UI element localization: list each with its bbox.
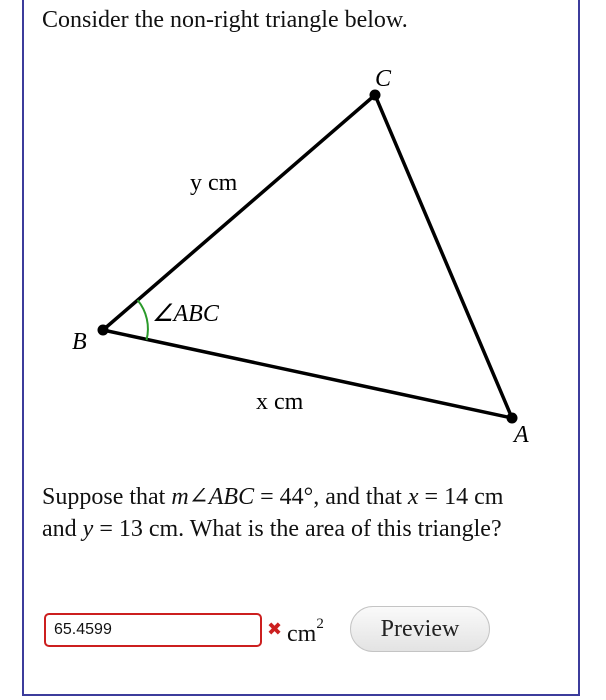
question-part-2: = 44°, and that bbox=[254, 484, 408, 510]
vertex-a-label: A bbox=[514, 422, 529, 448]
side-ba-label: x cm bbox=[256, 389, 304, 415]
vertex-b-label: B bbox=[72, 329, 87, 355]
side-bc bbox=[103, 95, 375, 330]
unit-base: cm bbox=[287, 621, 317, 647]
answer-unit bbox=[287, 612, 324, 650]
intro-text: Consider the non-right triangle below. bbox=[42, 7, 408, 33]
answer-input[interactable] bbox=[44, 613, 262, 647]
question-part-3: = 14 cm and bbox=[42, 484, 504, 542]
x-variable: x bbox=[407, 484, 419, 510]
question-part-1: Suppose that bbox=[42, 484, 172, 510]
side-ba bbox=[103, 330, 512, 418]
preview-button[interactable]: Preview bbox=[350, 606, 490, 652]
unit-exponent: 2 bbox=[316, 616, 324, 632]
y-variable: y bbox=[82, 516, 94, 542]
cross-icon: ✖ bbox=[267, 619, 283, 640]
question-text bbox=[42, 481, 542, 545]
question-part-4: = 13 cm. What is the area of this triangle? bbox=[93, 516, 502, 542]
side-bc-label: y cm bbox=[190, 170, 238, 196]
angle-arc bbox=[138, 300, 148, 340]
side-ca bbox=[375, 95, 512, 418]
vertex-b-point bbox=[98, 325, 109, 336]
vertex-c-label: C bbox=[375, 66, 392, 92]
angle-expression: m∠ABC bbox=[171, 484, 255, 510]
angle-label: ∠ABC bbox=[152, 301, 219, 327]
